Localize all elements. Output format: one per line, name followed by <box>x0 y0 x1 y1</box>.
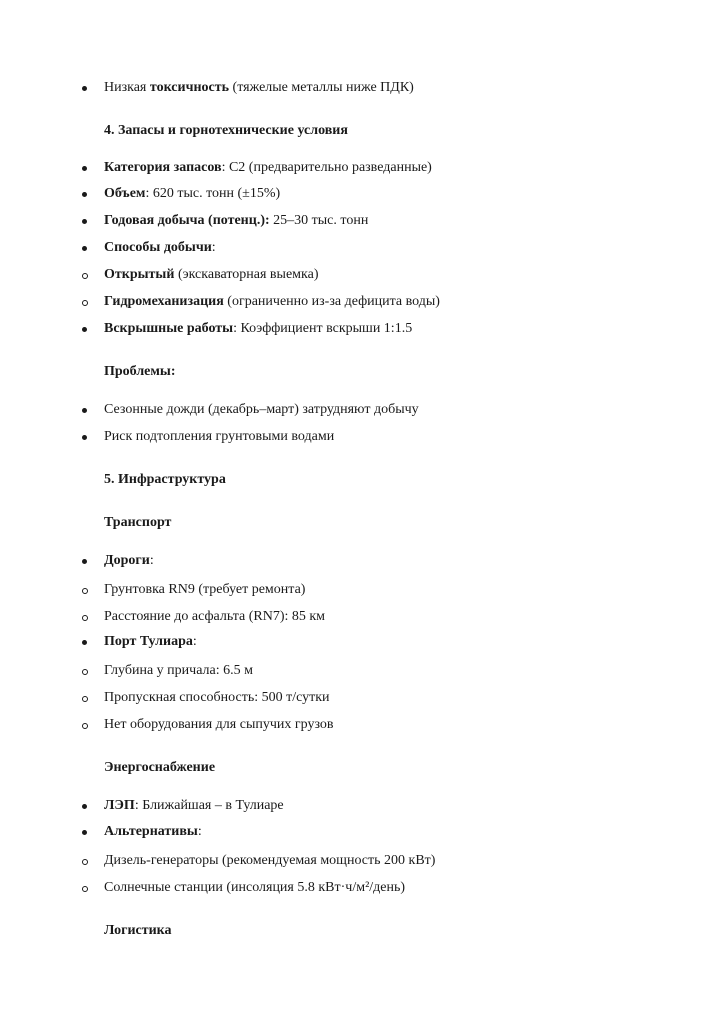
item-bold: токсичность <box>149 80 230 95</box>
item-text: Сезонные дожди (декабрь–март) затрудняют добычу <box>104 402 419 417</box>
item-bold: Категория запасов <box>104 160 222 175</box>
item-text: : <box>149 553 154 568</box>
item-text: Расстояние до асфальта (RN7): 85 км <box>104 609 326 624</box>
item-text: Солнечные станции (инсоляция 5.8 кВт·ч/м²/день) <box>104 880 406 895</box>
item-bold: Способы добычи <box>104 240 212 255</box>
item-text: 25–30 тыс. тонн <box>269 213 369 228</box>
item-bold: Порт Тулиара <box>104 634 193 649</box>
item-bold: Открытый <box>104 267 175 282</box>
item-text: Низкая <box>104 80 150 95</box>
item-text: : <box>197 824 202 839</box>
item-text: Дизель-генераторы (рекомендуемая мощность 200 кВт) <box>104 853 436 868</box>
item-bold: Вскрышные работы <box>104 321 234 336</box>
item-text: : Коэффициент вскрыши 1:1.5 <box>233 321 413 336</box>
item-text: (ограниченно из-за дефицита воды) <box>223 294 440 309</box>
heading-text: Транспорт <box>104 515 172 530</box>
item-bold: Гидромеханизация <box>104 294 224 309</box>
item-bold: ЛЭП <box>104 798 135 813</box>
item-text: Риск подтопления грунтовыми водами <box>104 429 335 444</box>
item-text: Глубина у причала: 6.5 м <box>104 663 253 678</box>
item-text: (экскаваторная выемка) <box>174 267 319 282</box>
heading-text: 5. Инфраструктура <box>104 472 226 487</box>
item-text: : Ближайшая – в Тулиаре <box>134 798 284 813</box>
heading-text: Логистика <box>104 923 172 938</box>
item-text: : C2 (предварительно разведанные) <box>221 160 432 175</box>
item-text: : 620 тыс. тонн (±15%) <box>145 186 281 201</box>
item-text: Нет оборудования для сыпучих грузов <box>104 717 334 732</box>
item-text: Пропускная способность: 500 т/сутки <box>104 690 330 705</box>
heading-text: Проблемы: <box>104 364 176 379</box>
heading-text: 4. Запасы и горнотехнические условия <box>104 123 348 138</box>
item-bold: Годовая добыча (потенц.): <box>104 213 270 228</box>
item-text: : <box>211 240 216 255</box>
item-text: (тяжелые металлы ниже ПДК) <box>229 80 414 95</box>
item-text: : <box>192 634 197 649</box>
item-bold: Дороги <box>104 553 150 568</box>
item-bold: Альтернативы <box>104 824 198 839</box>
item-bold: Объем <box>104 186 146 201</box>
heading-text: Энергоснабжение <box>104 760 216 775</box>
item-text: Грунтовка RN9 (требует ремонта) <box>104 582 306 597</box>
